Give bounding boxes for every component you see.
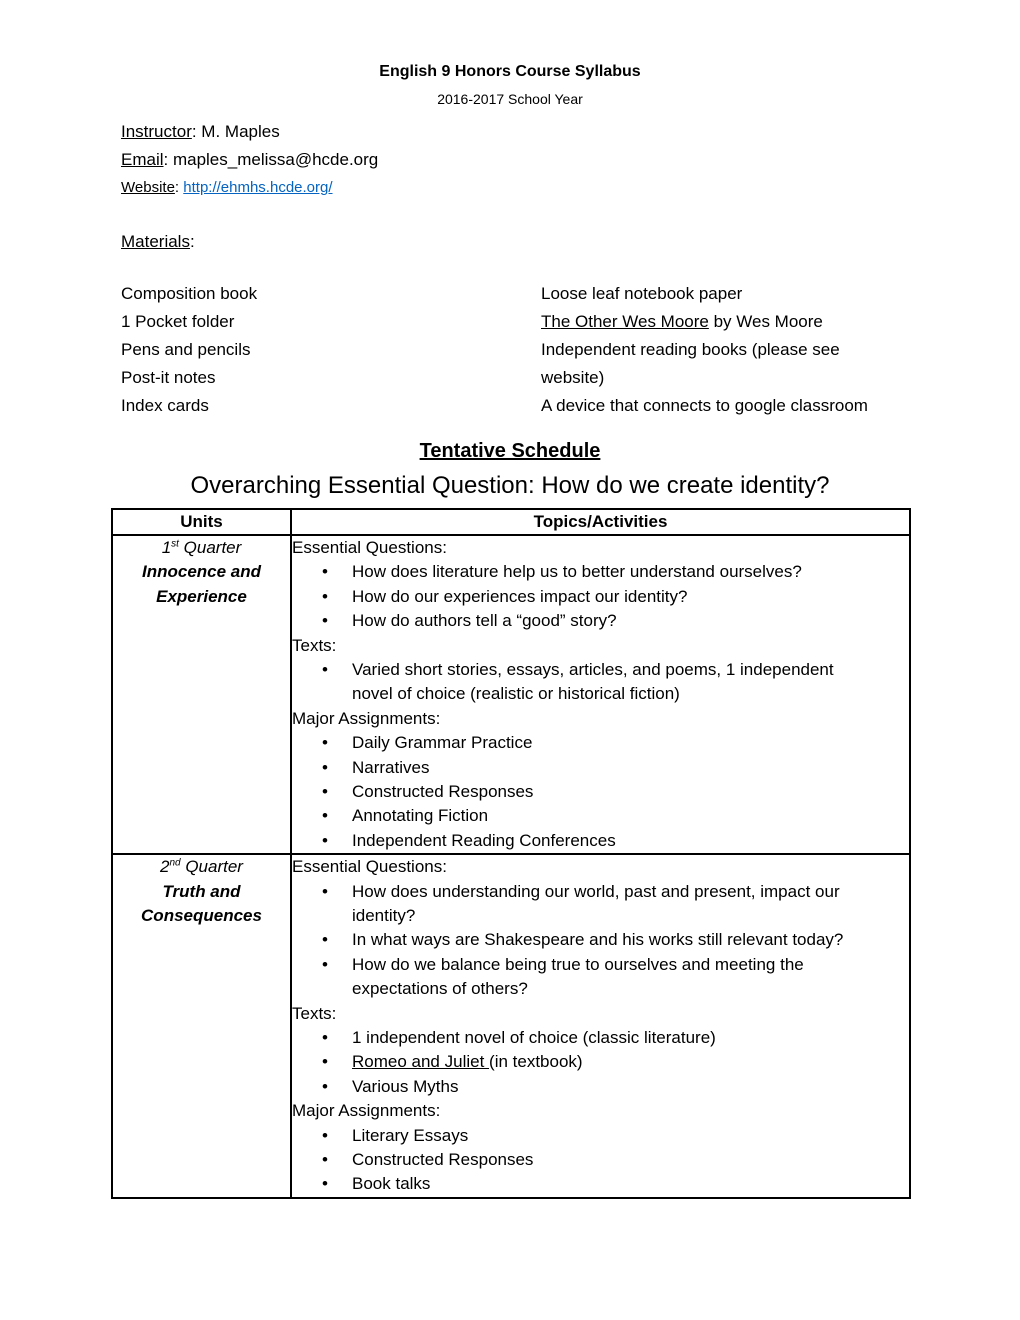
section-label: Major Assignments: [292, 708, 441, 728]
instructor-line [121, 122, 280, 142]
item-text: Independent Reading Conferences [352, 830, 616, 850]
bullet-icon: • [322, 660, 328, 679]
bullet-icon: • [322, 806, 328, 826]
list-item [322, 560, 909, 584]
quarter-num: 2 [160, 857, 170, 877]
item-text: How does understanding our world, past and present, impact our [352, 881, 840, 901]
list-item [322, 780, 909, 804]
item-text: novel of choice (realistic or historical fiction) [352, 684, 680, 704]
bullet-icon: • [322, 954, 328, 974]
page-title: English 9 Honors Course Syllabus [379, 63, 641, 80]
item-text: Varied short stories, essays, articles, and poems, 1 independent [352, 660, 834, 679]
bullet-icon: • [322, 1052, 328, 1072]
section-label: Essential Questions: [292, 538, 447, 557]
list-item [322, 928, 909, 952]
item-text: In what ways are Shakespeare and his works still relevant today? [352, 930, 844, 950]
item-text: How does literature help us to better understand ourselves? [352, 562, 802, 582]
list-item [322, 1148, 909, 1172]
schedule-table [111, 508, 911, 1199]
bullet-icon: • [322, 611, 328, 631]
item-text: Constructed Responses [352, 1150, 534, 1170]
material-item: Composition book [121, 284, 258, 303]
list-item [322, 731, 909, 755]
material-item: Post-it notes [121, 368, 216, 387]
book-title: The Other Wes Moore [541, 312, 709, 331]
book-author: by Wes Moore [708, 312, 823, 331]
quarter-sup: st [171, 538, 179, 550]
assignments-list [292, 1124, 909, 1197]
table-row [112, 854, 910, 1198]
topics-cell-q1 [291, 535, 910, 854]
item-text: 1 independent novel of choice (classic literature) [352, 1028, 716, 1048]
list-item [322, 829, 909, 853]
material-item [541, 308, 868, 336]
bullet-icon: • [322, 1150, 328, 1170]
material-item-cont: website) [541, 368, 605, 387]
item-text: How do we balance being true to ourselves and meeting the [352, 954, 804, 974]
topics-header: Topics/Activities [291, 509, 910, 535]
bullet-icon: • [322, 733, 328, 753]
unit-name: Consequences [141, 906, 262, 926]
list-item [322, 1075, 909, 1099]
email-label: Email [121, 150, 164, 169]
email-line [121, 150, 378, 170]
website-link[interactable]: http://ehmhs.hcde.org/ [183, 179, 333, 196]
list-item [322, 1050, 909, 1074]
bullet-icon: • [322, 881, 328, 901]
unit-cell-q2 [112, 854, 291, 1198]
essential-questions-list [292, 880, 909, 1002]
item-text: Various Myths [352, 1076, 459, 1096]
bullet-icon: • [322, 757, 328, 777]
item-text: (in textbook) [489, 1052, 583, 1072]
email-value: : maples_melissa@hcde.org [163, 150, 379, 169]
item-text: expectations of others? [352, 979, 528, 999]
table-row [112, 535, 910, 854]
material-item: 1 Pocket folder [121, 312, 235, 331]
item-text: Annotating Fiction [352, 806, 489, 826]
assignments-list [292, 731, 909, 853]
quarter-word: Quarter [180, 857, 243, 877]
item-text: How do authors tell a “good” story? [352, 611, 617, 631]
item-text: How do our experiences impact our identity? [352, 586, 688, 606]
quarter-num: 1 [161, 538, 172, 557]
list-item [322, 1124, 909, 1148]
unit-cell-q1 [112, 535, 291, 854]
list-item [322, 804, 909, 828]
material-item: Loose leaf notebook paper [541, 284, 743, 303]
website-label: Website [121, 179, 175, 196]
list-item [322, 756, 909, 780]
list-item [322, 953, 909, 1002]
unit-name: Innocence and [141, 562, 262, 582]
school-year: 2016-2017 School Year [437, 91, 583, 107]
material-item: Pens and pencils [121, 340, 251, 359]
list-item [322, 1172, 909, 1196]
list-item [322, 585, 909, 609]
materials-colon: : [189, 232, 195, 251]
website-line [121, 179, 333, 196]
item-text: identity? [352, 906, 416, 926]
unit-name: Experience [156, 586, 247, 606]
bullet-icon: • [322, 830, 328, 850]
section-label: Texts: [292, 635, 337, 655]
texts-list [292, 658, 909, 707]
book-title: Romeo and Juliet [352, 1052, 490, 1072]
materials-left-list [121, 280, 257, 420]
materials-heading [121, 232, 195, 252]
bullet-icon: • [322, 782, 328, 802]
list-item [322, 609, 909, 633]
list-item [322, 880, 909, 929]
material-item: Independent reading books (please see [541, 340, 840, 359]
item-text: Narratives [352, 757, 430, 777]
table-header-row [112, 509, 910, 535]
bullet-icon: • [322, 930, 328, 950]
material-item: Index cards [121, 396, 209, 415]
unit-name: Truth and [162, 881, 241, 901]
item-text: Literary Essays [352, 1125, 469, 1145]
quarter-label [113, 855, 290, 879]
section-label: Essential Questions: [292, 857, 447, 877]
section-label: Major Assignments: [292, 1101, 441, 1121]
list-item [322, 658, 909, 707]
schedule-title: Tentative Schedule [419, 440, 601, 462]
bullet-icon: • [322, 1076, 328, 1096]
bullet-icon: • [322, 1028, 328, 1048]
material-item: A device that connects to google classroom [541, 396, 868, 415]
bullet-icon: • [322, 1125, 328, 1145]
units-header: Units [112, 509, 291, 535]
list-item [322, 1026, 909, 1050]
overarching-question: Overarching Essential Question: How do we create identity? [190, 472, 830, 499]
item-text: Daily Grammar Practice [352, 733, 533, 753]
topics-cell-q2 [291, 854, 910, 1198]
essential-questions-list [292, 560, 909, 633]
section-label: Texts: [292, 1003, 337, 1023]
bullet-icon: • [322, 1174, 328, 1194]
texts-list [292, 1026, 909, 1099]
bullet-icon: • [322, 562, 328, 582]
quarter-sup: nd [169, 857, 181, 869]
quarter-label [113, 536, 290, 560]
instructor-value: : M. Maples [191, 122, 280, 141]
website-sep: : [174, 179, 184, 196]
materials-label: Materials [121, 232, 190, 251]
materials-right-list [541, 280, 868, 420]
item-text: Constructed Responses [352, 782, 534, 802]
instructor-label: Instructor [121, 122, 192, 141]
bullet-icon: • [322, 586, 328, 606]
item-text: Book talks [352, 1174, 431, 1194]
quarter-word: Quarter [178, 538, 242, 557]
